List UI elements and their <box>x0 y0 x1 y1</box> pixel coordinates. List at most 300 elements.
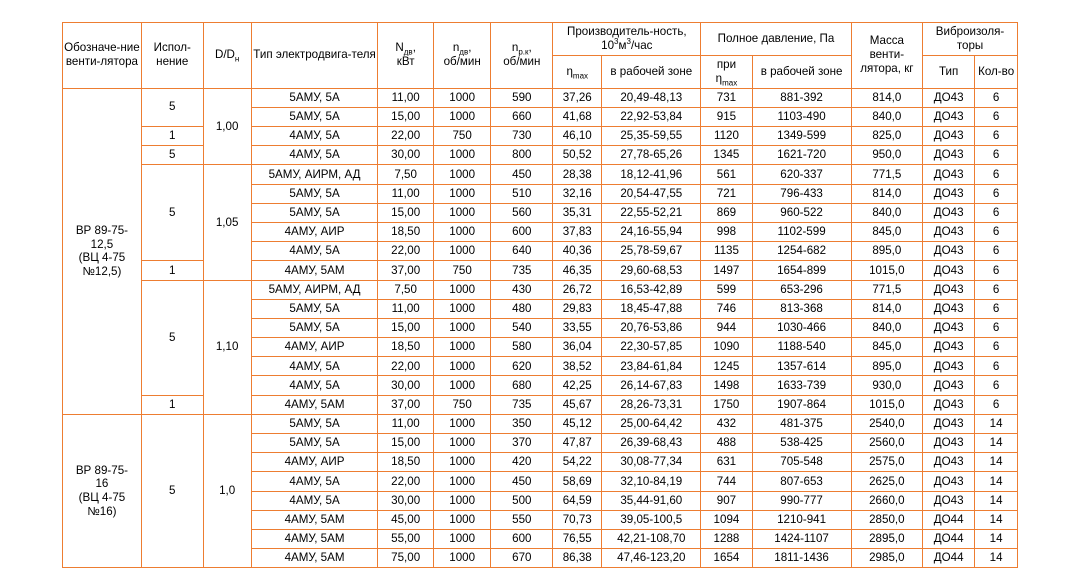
cell-capacity-etamax: 42,25 <box>553 376 602 395</box>
cell-pressure-zone: 990-777 <box>752 491 851 510</box>
cell-vibro-count: 6 <box>975 299 1018 318</box>
cell-motor-type: 4АМУ, АИР <box>251 222 378 241</box>
cell-wheel-rpm: 420 <box>491 453 553 472</box>
cell-vibro-type: ДО44 <box>923 510 975 529</box>
cell-vibro-count: 14 <box>975 549 1018 568</box>
cell-pressure-zone: 813-368 <box>752 299 851 318</box>
diameter-ratio-cell: 1,0 <box>203 414 251 568</box>
cell-mass-kg: 771,5 <box>851 280 922 299</box>
cell-wheel-rpm: 620 <box>491 357 553 376</box>
table-row <box>63 88 1018 107</box>
cell-capacity-etamax: 37,26 <box>553 88 602 107</box>
cell-pressure-zone: 881-392 <box>752 88 851 107</box>
cell-pressure-zone: 481-375 <box>752 414 851 433</box>
cell-pressure-etamax: 915 <box>701 107 752 126</box>
header-wheel-rpm-symbol: n <box>511 41 519 55</box>
cell-vibro-count: 6 <box>975 395 1018 414</box>
cell-mass-kg: 814,0 <box>851 88 922 107</box>
diameter-ratio-cell: 1,10 <box>203 280 251 414</box>
cell-motor-rpm: 1000 <box>433 184 491 203</box>
cell-pressure-etamax: 1135 <box>701 242 752 261</box>
cell-power-kw: 11,00 <box>378 184 433 203</box>
cell-capacity-zone: 26,39-68,43 <box>602 434 701 453</box>
cell-wheel-rpm: 480 <box>491 299 553 318</box>
cell-pressure-etamax: 432 <box>701 414 752 433</box>
cell-capacity-etamax: 46,35 <box>553 261 602 280</box>
cell-vibro-type: ДО43 <box>923 453 975 472</box>
header-pressure-at-eta: η <box>715 71 723 85</box>
cell-capacity-etamax: 40,36 <box>553 242 602 261</box>
cell-capacity-zone: 23,84-61,84 <box>602 357 701 376</box>
execution-cell: 5 <box>141 280 203 395</box>
header-capacity-at-eta: η <box>566 64 573 78</box>
cell-motor-type: 5АМУ, 5А <box>251 434 378 453</box>
cell-vibro-type: ДО43 <box>923 338 975 357</box>
cell-vibro-count: 14 <box>975 414 1018 433</box>
cell-wheel-rpm: 500 <box>491 491 553 510</box>
cell-motor-rpm: 750 <box>433 127 491 146</box>
execution-cell: 5 <box>141 146 203 165</box>
cell-pressure-etamax: 1245 <box>701 357 752 376</box>
table-row <box>63 280 1018 299</box>
cell-wheel-rpm: 450 <box>491 165 553 184</box>
cell-capacity-zone: 18,12-41,96 <box>602 165 701 184</box>
cell-pressure-zone: 960-522 <box>752 203 851 222</box>
cell-capacity-etamax: 26,72 <box>553 280 602 299</box>
execution-cell: 1 <box>141 127 203 146</box>
cell-motor-rpm: 1000 <box>433 338 491 357</box>
cell-vibro-type: ДО43 <box>923 146 975 165</box>
cell-pressure-zone: 1030-466 <box>752 318 851 337</box>
cell-pressure-etamax: 869 <box>701 203 752 222</box>
cell-vibro-count: 6 <box>975 357 1018 376</box>
cell-motor-type: 4АМУ, 5А <box>251 127 378 146</box>
cell-capacity-etamax: 45,67 <box>553 395 602 414</box>
table-row <box>63 165 1018 184</box>
header-vibro-type: Тип <box>923 55 975 88</box>
cell-mass-kg: 840,0 <box>851 318 922 337</box>
cell-pressure-zone: 1424-1107 <box>752 529 851 548</box>
cell-motor-type: 5АМУ, 5А <box>251 184 378 203</box>
cell-motor-rpm: 1000 <box>433 510 491 529</box>
cell-vibro-count: 6 <box>975 88 1018 107</box>
cell-capacity-zone: 25,78-59,67 <box>602 242 701 261</box>
cell-mass-kg: 2895,0 <box>851 529 922 548</box>
header-capacity-group-tail2: /час <box>630 38 653 52</box>
header-capacity-working-zone: в рабочей зоне <box>602 55 701 88</box>
cell-pressure-etamax: 944 <box>701 318 752 337</box>
cell-pressure-etamax: 1094 <box>701 510 752 529</box>
cell-pressure-zone: 705-548 <box>752 453 851 472</box>
execution-cell: 1 <box>141 261 203 280</box>
table-row <box>63 414 1018 433</box>
table-header <box>63 23 1018 89</box>
cell-vibro-type: ДО43 <box>923 491 975 510</box>
cell-power-kw: 30,00 <box>378 491 433 510</box>
cell-motor-rpm: 1000 <box>433 529 491 548</box>
cell-capacity-etamax: 50,52 <box>553 146 602 165</box>
table-body <box>63 88 1018 568</box>
cell-power-kw: 75,00 <box>378 549 433 568</box>
header-execution: Испол-нение <box>141 23 203 89</box>
cell-vibro-count: 6 <box>975 376 1018 395</box>
header-power-unit: кВт <box>396 55 415 69</box>
header-vibro-count: Кол-во <box>975 55 1018 88</box>
cell-capacity-etamax: 38,52 <box>553 357 602 376</box>
cell-mass-kg: 2660,0 <box>851 491 922 510</box>
cell-vibro-count: 14 <box>975 529 1018 548</box>
cell-capacity-etamax: 37,83 <box>553 222 602 241</box>
cell-pressure-etamax: 1654 <box>701 549 752 568</box>
cell-pressure-zone: 620-337 <box>752 165 851 184</box>
cell-pressure-zone: 1103-490 <box>752 107 851 126</box>
cell-vibro-type: ДО43 <box>923 203 975 222</box>
cell-pressure-zone: 1357-614 <box>752 357 851 376</box>
header-designation: Обозначе-ние венти-лятора <box>63 23 142 89</box>
cell-pressure-zone: 807-653 <box>752 472 851 491</box>
cell-power-kw: 55,00 <box>378 529 433 548</box>
cell-motor-type: 5АМУ, АИРМ, АД <box>251 280 378 299</box>
cell-power-kw: 30,00 <box>378 146 433 165</box>
cell-pressure-etamax: 1497 <box>701 261 752 280</box>
cell-motor-type: 4АМУ, 5АМ <box>251 510 378 529</box>
cell-power-kw: 11,00 <box>378 299 433 318</box>
cell-motor-type: 4АМУ, 5АМ <box>251 549 378 568</box>
cell-wheel-rpm: 540 <box>491 318 553 337</box>
cell-pressure-zone: 1349-599 <box>752 127 851 146</box>
cell-capacity-zone: 47,46-123,20 <box>602 549 701 568</box>
cell-capacity-etamax: 35,31 <box>553 203 602 222</box>
cell-mass-kg: 845,0 <box>851 222 922 241</box>
cell-wheel-rpm: 550 <box>491 510 553 529</box>
cell-pressure-etamax: 731 <box>701 88 752 107</box>
header-capacity-group <box>553 23 701 56</box>
cell-capacity-etamax: 76,55 <box>553 529 602 548</box>
cell-motor-type: 5АМУ, 5А <box>251 318 378 337</box>
cell-vibro-count: 6 <box>975 127 1018 146</box>
cell-power-kw: 7,50 <box>378 280 433 299</box>
cell-vibro-type: ДО43 <box>923 472 975 491</box>
cell-motor-type: 4АМУ, 5А <box>251 376 378 395</box>
cell-capacity-etamax: 29,83 <box>553 299 602 318</box>
header-pressure-group: Полное давление, Па <box>701 23 851 56</box>
cell-capacity-etamax: 54,22 <box>553 453 602 472</box>
cell-vibro-type: ДО43 <box>923 395 975 414</box>
header-pressure-at-sub: max <box>722 78 738 88</box>
header-diameter-ratio <box>203 23 251 89</box>
cell-vibro-type: ДО43 <box>923 414 975 433</box>
cell-vibro-type: ДО43 <box>923 434 975 453</box>
cell-power-kw: 22,00 <box>378 472 433 491</box>
cell-capacity-zone: 30,08-77,34 <box>602 453 701 472</box>
cell-pressure-etamax: 1498 <box>701 376 752 395</box>
cell-pressure-zone: 538-425 <box>752 434 851 453</box>
cell-pressure-zone: 653-296 <box>752 280 851 299</box>
cell-mass-kg: 771,5 <box>851 165 922 184</box>
cell-power-kw: 7,50 <box>378 165 433 184</box>
header-capacity-group-sup: 3 <box>614 37 619 47</box>
cell-capacity-zone: 18,45-47,88 <box>602 299 701 318</box>
cell-motor-type: 4АМУ, 5А <box>251 491 378 510</box>
cell-motor-type: 4АМУ, 5А <box>251 146 378 165</box>
cell-wheel-rpm: 370 <box>491 434 553 453</box>
cell-vibro-count: 14 <box>975 472 1018 491</box>
cell-motor-rpm: 1000 <box>433 453 491 472</box>
header-wheel-rpm-unit: об/мин <box>503 55 541 69</box>
header-capacity-group-tail: м <box>618 38 627 52</box>
header-pressure-at-etamax <box>701 55 752 88</box>
cell-motor-rpm: 1000 <box>433 491 491 510</box>
cell-motor-rpm: 1000 <box>433 434 491 453</box>
cell-capacity-etamax: 28,38 <box>553 165 602 184</box>
cell-vibro-type: ДО43 <box>923 299 975 318</box>
cell-mass-kg: 2575,0 <box>851 453 922 472</box>
cell-vibro-type: ДО43 <box>923 107 975 126</box>
cell-capacity-zone: 39,05-100,5 <box>602 510 701 529</box>
cell-capacity-zone: 22,30-57,85 <box>602 338 701 357</box>
cell-capacity-zone: 20,76-53,86 <box>602 318 701 337</box>
header-mass: Масса венти-лятора, кг <box>851 23 922 89</box>
cell-wheel-rpm: 430 <box>491 280 553 299</box>
header-power-sub: дв <box>403 47 413 57</box>
cell-pressure-zone: 1188-540 <box>752 338 851 357</box>
cell-vibro-count: 6 <box>975 107 1018 126</box>
cell-pressure-etamax: 1120 <box>701 127 752 146</box>
cell-capacity-etamax: 46,10 <box>553 127 602 146</box>
cell-wheel-rpm: 660 <box>491 107 553 126</box>
cell-motor-rpm: 1000 <box>433 88 491 107</box>
execution-cell: 5 <box>141 165 203 261</box>
cell-motor-type: 5АМУ, 5А <box>251 88 378 107</box>
cell-motor-rpm: 1000 <box>433 549 491 568</box>
cell-mass-kg: 825,0 <box>851 127 922 146</box>
cell-power-kw: 15,00 <box>378 318 433 337</box>
cell-motor-type: 4АМУ, 5А <box>251 357 378 376</box>
cell-power-kw: 37,00 <box>378 395 433 414</box>
execution-cell: 5 <box>141 414 203 568</box>
cell-motor-rpm: 1000 <box>433 299 491 318</box>
header-motor-rpm-sub: дв <box>459 47 469 57</box>
cell-motor-rpm: 1000 <box>433 107 491 126</box>
cell-vibro-count: 6 <box>975 318 1018 337</box>
diameter-ratio-cell: 1,05 <box>203 165 251 280</box>
cell-motor-rpm: 1000 <box>433 472 491 491</box>
cell-mass-kg: 845,0 <box>851 338 922 357</box>
cell-capacity-etamax: 70,73 <box>553 510 602 529</box>
cell-wheel-rpm: 730 <box>491 127 553 146</box>
cell-wheel-rpm: 510 <box>491 184 553 203</box>
cell-pressure-etamax: 998 <box>701 222 752 241</box>
execution-cell: 5 <box>141 88 203 126</box>
cell-power-kw: 22,00 <box>378 357 433 376</box>
cell-vibro-count: 6 <box>975 184 1018 203</box>
cell-vibro-count: 14 <box>975 510 1018 529</box>
cell-pressure-etamax: 721 <box>701 184 752 203</box>
cell-motor-rpm: 1000 <box>433 376 491 395</box>
header-capacity-group-text: Производитель-ность, 10 <box>566 25 687 52</box>
cell-motor-rpm: 1000 <box>433 203 491 222</box>
cell-pressure-zone: 1210-941 <box>752 510 851 529</box>
cell-vibro-type: ДО43 <box>923 165 975 184</box>
header-motor-rpm: $n_{дв}$, об/мин <box>433 23 491 89</box>
cell-mass-kg: 814,0 <box>851 299 922 318</box>
cell-power-kw: 22,00 <box>378 127 433 146</box>
cell-pressure-zone: 1102-599 <box>752 222 851 241</box>
cell-motor-type: 4АМУ, 5А <box>251 472 378 491</box>
cell-mass-kg: 1015,0 <box>851 261 922 280</box>
cell-motor-type: 4АМУ, 5А <box>251 242 378 261</box>
cell-vibro-type: ДО43 <box>923 127 975 146</box>
cell-motor-type: 4АМУ, 5АМ <box>251 529 378 548</box>
fan-specification-table <box>62 22 1018 568</box>
cell-pressure-etamax: 1090 <box>701 338 752 357</box>
cell-mass-kg: 840,0 <box>851 107 922 126</box>
cell-capacity-zone: 22,55-52,21 <box>602 203 701 222</box>
cell-mass-kg: 840,0 <box>851 203 922 222</box>
cell-power-kw: 22,00 <box>378 242 433 261</box>
cell-motor-rpm: 1000 <box>433 280 491 299</box>
cell-capacity-etamax: 47,87 <box>553 434 602 453</box>
cell-capacity-zone: 20,54-47,55 <box>602 184 701 203</box>
cell-pressure-etamax: 599 <box>701 280 752 299</box>
cell-power-kw: 18,50 <box>378 338 433 357</box>
cell-capacity-zone: 25,00-64,42 <box>602 414 701 433</box>
cell-vibro-type: ДО44 <box>923 549 975 568</box>
cell-pressure-etamax: 631 <box>701 453 752 472</box>
cell-capacity-zone: 24,16-55,94 <box>602 222 701 241</box>
cell-pressure-etamax: 561 <box>701 165 752 184</box>
cell-vibro-count: 6 <box>975 242 1018 261</box>
cell-vibro-count: 6 <box>975 146 1018 165</box>
cell-pressure-zone: 1254-682 <box>752 242 851 261</box>
cell-pressure-zone: 1621-720 <box>752 146 851 165</box>
cell-power-kw: 45,00 <box>378 510 433 529</box>
cell-power-kw: 11,00 <box>378 88 433 107</box>
cell-mass-kg: 2625,0 <box>851 472 922 491</box>
cell-vibro-count: 6 <box>975 222 1018 241</box>
cell-capacity-zone: 20,49-48,13 <box>602 88 701 107</box>
header-motor-rpm-symbol: n <box>452 41 460 55</box>
cell-capacity-etamax: 32,16 <box>553 184 602 203</box>
cell-motor-rpm: 1000 <box>433 222 491 241</box>
cell-vibro-count: 14 <box>975 434 1018 453</box>
cell-motor-rpm: 750 <box>433 261 491 280</box>
cell-pressure-etamax: 488 <box>701 434 752 453</box>
cell-vibro-count: 14 <box>975 491 1018 510</box>
cell-capacity-zone: 35,44-91,60 <box>602 491 701 510</box>
cell-wheel-rpm: 580 <box>491 338 553 357</box>
header-wheel-rpm-sub: р.к <box>518 47 529 57</box>
cell-capacity-zone: 26,14-67,83 <box>602 376 701 395</box>
cell-power-kw: 15,00 <box>378 203 433 222</box>
cell-motor-rpm: 1000 <box>433 357 491 376</box>
cell-capacity-etamax: 36,04 <box>553 338 602 357</box>
cell-capacity-etamax: 45,12 <box>553 414 602 433</box>
cell-mass-kg: 2985,0 <box>851 549 922 568</box>
cell-vibro-count: 6 <box>975 165 1018 184</box>
header-vibro-group: Виброизоля-торы <box>923 23 1018 56</box>
cell-wheel-rpm: 560 <box>491 203 553 222</box>
cell-vibro-type: ДО43 <box>923 376 975 395</box>
header-capacity-at-etamax <box>553 55 602 88</box>
cell-power-kw: 18,50 <box>378 222 433 241</box>
cell-capacity-etamax: 86,38 <box>553 549 602 568</box>
cell-motor-rpm: 1000 <box>433 165 491 184</box>
cell-power-kw: 37,00 <box>378 261 433 280</box>
cell-motor-type: 5АМУ, 5А <box>251 203 378 222</box>
cell-motor-type: 4АМУ, АИР <box>251 338 378 357</box>
cell-wheel-rpm: 735 <box>491 395 553 414</box>
cell-mass-kg: 2540,0 <box>851 414 922 433</box>
cell-power-kw: 30,00 <box>378 376 433 395</box>
cell-motor-rpm: 1000 <box>433 146 491 165</box>
header-pressure-at-text: при <box>716 57 737 71</box>
cell-motor-rpm: 1000 <box>433 318 491 337</box>
cell-pressure-zone: 1811-1436 <box>752 549 851 568</box>
header-power-symbol: N <box>395 41 404 55</box>
cell-pressure-etamax: 746 <box>701 299 752 318</box>
diameter-ratio-cell: 1,00 <box>203 88 251 165</box>
header-capacity-at-sub: max <box>572 71 589 81</box>
cell-vibro-count: 6 <box>975 338 1018 357</box>
cell-vibro-type: ДО43 <box>923 242 975 261</box>
cell-vibro-type: ДО43 <box>923 261 975 280</box>
header-pressure-working-zone: в рабочей зоне <box>752 55 851 88</box>
cell-motor-type: 4АМУ, 5АМ <box>251 261 378 280</box>
cell-pressure-zone: 1633-739 <box>752 376 851 395</box>
cell-vibro-type: ДО43 <box>923 318 975 337</box>
header-motor-type: Тип электродвига-теля <box>251 23 378 89</box>
cell-vibro-count: 6 <box>975 203 1018 222</box>
cell-vibro-type: ДО44 <box>923 529 975 548</box>
cell-pressure-etamax: 1750 <box>701 395 752 414</box>
cell-wheel-rpm: 590 <box>491 88 553 107</box>
cell-capacity-zone: 22,92-53,84 <box>602 107 701 126</box>
cell-wheel-rpm: 350 <box>491 414 553 433</box>
cell-vibro-type: ДО43 <box>923 88 975 107</box>
cell-mass-kg: 814,0 <box>851 184 922 203</box>
cell-mass-kg: 950,0 <box>851 146 922 165</box>
cell-motor-type: 4АМУ, АИР <box>251 453 378 472</box>
cell-motor-type: 4АМУ, 5АМ <box>251 395 378 414</box>
cell-vibro-count: 6 <box>975 261 1018 280</box>
cell-capacity-etamax: 58,69 <box>553 472 602 491</box>
cell-vibro-count: 14 <box>975 453 1018 472</box>
cell-capacity-zone: 16,53-42,89 <box>602 280 701 299</box>
cell-mass-kg: 1015,0 <box>851 395 922 414</box>
cell-mass-kg: 895,0 <box>851 242 922 261</box>
cell-pressure-etamax: 907 <box>701 491 752 510</box>
header-power: $N_{дв}$, кВт <box>378 23 433 89</box>
cell-wheel-rpm: 600 <box>491 529 553 548</box>
fan-designation-cell: ВР 89-75- 16 (ВЦ 4-75 №16) <box>63 414 142 568</box>
header-diameter-ratio-text: D/D <box>214 48 235 62</box>
cell-capacity-zone: 32,10-84,19 <box>602 472 701 491</box>
cell-power-kw: 11,00 <box>378 414 433 433</box>
cell-wheel-rpm: 800 <box>491 146 553 165</box>
cell-mass-kg: 895,0 <box>851 357 922 376</box>
fan-designation-cell: ВР 89-75- 12,5 (ВЦ 4-75 №12,5) <box>63 88 142 414</box>
cell-pressure-etamax: 744 <box>701 472 752 491</box>
cell-motor-type: 5АМУ, 5А <box>251 299 378 318</box>
cell-wheel-rpm: 680 <box>491 376 553 395</box>
cell-capacity-zone: 29,60-68,53 <box>602 261 701 280</box>
cell-capacity-zone: 42,21-108,70 <box>602 529 701 548</box>
cell-wheel-rpm: 640 <box>491 242 553 261</box>
cell-capacity-zone: 25,35-59,55 <box>602 127 701 146</box>
cell-power-kw: 15,00 <box>378 434 433 453</box>
cell-pressure-zone: 796-433 <box>752 184 851 203</box>
